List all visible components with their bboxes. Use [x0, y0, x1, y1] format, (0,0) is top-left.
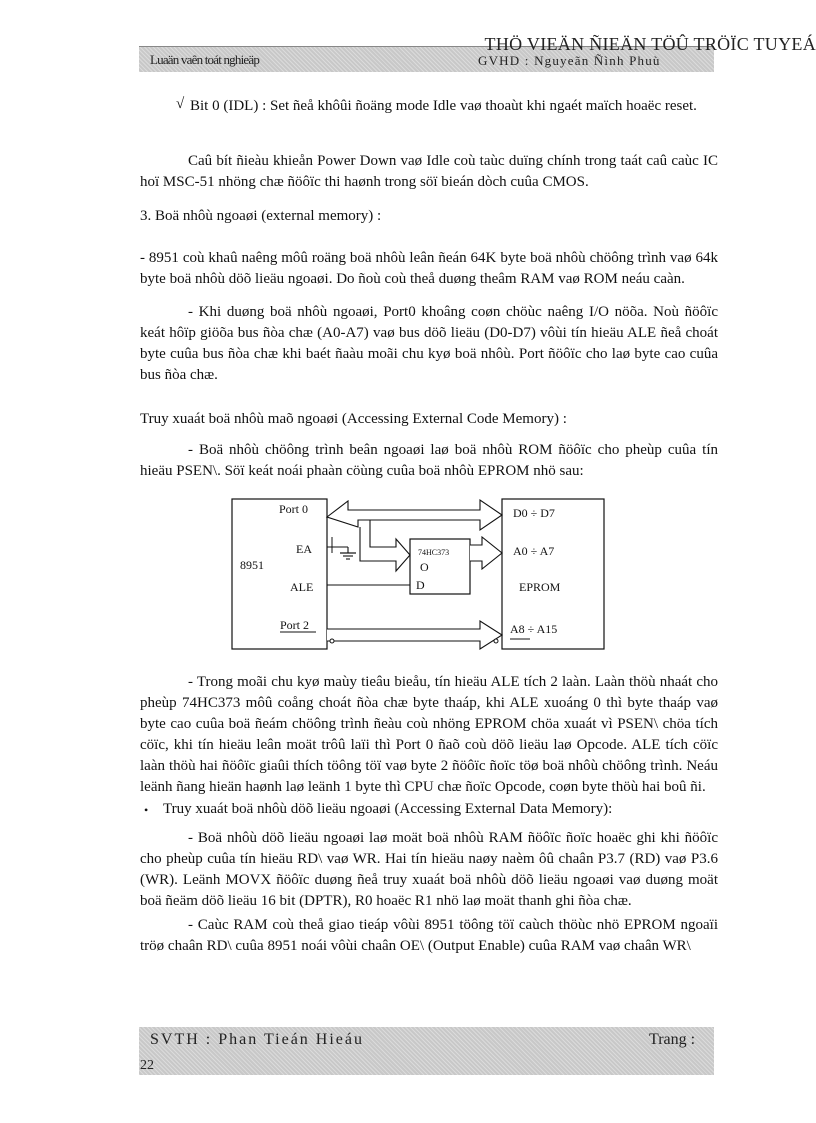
- port0-data-bus: [327, 500, 502, 530]
- label-ea: EA: [296, 542, 312, 556]
- footer-trang-label: Trang :: [649, 1031, 696, 1048]
- label-8951: 8951: [240, 558, 264, 572]
- checkmark-icon: √: [176, 96, 185, 112]
- paragraph-ram-interface: - Caùc RAM coù theå giao tieáp vôùi 8951 töông töï caùch thöùc nhö EPROM ngoaïi tröø chaân RD\ cuûa 8951 noái vôùi chaân OE\ (Output Enable) cuûa RAM vaø chaân WR\: [140, 917, 718, 954]
- label-a-low: A0 ÷ A7: [513, 544, 555, 558]
- eprom-connection-diagram: [230, 497, 606, 653]
- label-ale: ALE: [290, 580, 314, 594]
- port2-address-bus: [327, 621, 502, 649]
- library-watermark: THÖ VIEÄN ÑIEÄN TÖÛ TRÖÏC TUYEÁ: [484, 34, 816, 54]
- label-74hc373: 74HC373: [418, 548, 450, 557]
- paragraph-port0: - Khi duøng boä nhôù ngoaøi, Port0 khoâng coøn chöùc naêng I/O nöõa. Noù ñöôïc keát hôïp giöõa bus ñòa chæ (A0-A7) vaø bus döõ lieäu (D0-D7) vôùi tín hieäu ALE ñeå choát byte cuûa bus ñòa chæ khi baét ñaàu moãi chu kyø boä nhôù. Port ñöôïc cho laø byte cao cuûa bus ñòa chæ.: [140, 304, 718, 383]
- label-port2: Port 2: [280, 618, 310, 632]
- label-eprom: EPROM: [519, 580, 561, 594]
- latch-address-bus: [470, 537, 502, 569]
- label-latch-o: O: [420, 560, 429, 574]
- page-number: 22: [140, 1058, 154, 1073]
- paragraph-ram-access: - Boä nhôù döõ lieäu ngoaøi laø moät boä nhôù RAM ñöôïc ñoïc hoaëc ghi khi ñöôïc cho pheùp cuûa tín hieäu RD\ vaø WR. Hai tín hieäu naøy naèm ôû chaân P3.7 (RD) vaø P3.6 (WR). Leänh MOVX ñöôïc duøng ñeå truy xuaát boä nhôù döõ lieäu ngoaøi vaø duøng moät boä ñeäm döõ lieäu 16 bit (DPTR), R0 hoaëc R1 nhö laø moät thanh ghi ñòa chæ.: [140, 830, 718, 909]
- port2-tap-dot-2: [494, 639, 498, 643]
- paragraph-8951-memory: - 8951 coù khaû naêng môû roäng boä nhôù leân ñeán 64K byte boä nhôù chöông trình vaø 64k byte boä nhôù döõ lieäu ngoaøi. Do ñoù coù theå duøng theâm RAM vaø ROM neáu caàn.: [140, 250, 718, 287]
- port2-tap-dot-1: [330, 639, 334, 643]
- subsection-code-memory: Truy xuaát boä nhôù maõ ngoaøi (Accessing External Code Memory) :: [140, 411, 567, 427]
- bit0-item: Bit 0 (IDL) : Set ñeå khôûi ñoäng mode Idle vaø thoaùt khi ngaét maïch hoaëc reset.: [190, 98, 697, 114]
- footer-student: SVTH : Phan Tieán Hieáu: [150, 1031, 364, 1048]
- label-port0: Port 0: [279, 502, 309, 516]
- label-latch-d: D: [416, 578, 425, 592]
- port0-latch-tap: [360, 520, 410, 571]
- paragraph-psen: - Boä nhôù chöông trình beân ngoaøi laø boä nhôù ROM ñöôïc cho pheùp cuûa tín hieäu PSEN\. Söï keát noái phaàn cöùng cuûa boä nhôù EPROM nhö sau:: [140, 442, 718, 479]
- header-thesis-label: Luaän vaên toát nghieäp: [150, 52, 260, 67]
- label-d-bus: D0 ÷ D7: [513, 506, 555, 520]
- label-a-high: A8 ÷ A15: [510, 622, 558, 636]
- paragraph-power-idle: Caû bít ñieàu khieån Power Down vaø Idle coù taùc duïng chính trong taát caû caùc IC hoï MSC-51 nhöng chæ ñöôïc thi haønh trong söï bieán dòch cuûa CMOS.: [140, 153, 718, 190]
- section-external-memory: 3. Boä nhôù ngoaøi (external memory) :: [140, 208, 382, 224]
- header-advisor: GVHD : Nguyeãn Ñình Phuù: [478, 53, 661, 68]
- subsection-data-memory: Truy xuaát boä nhôù döõ lieäu ngoaøi (Accessing External Data Memory):: [163, 801, 613, 817]
- paragraph-ale-cycle: - Trong moãi chu kyø maùy tieâu bieåu, tín hieäu ALE tích 2 laàn. Laàn thöù nhaát cho pheùp 74HC373 môû coång choát ñòa chæ byte thaáp, khi ALE xuoáng 0 thì byte thaáp vaø byte cao cuûa boä ñeám chöông trình ñeàu coù nhöng EPROM chöa xuaát vì PSEN\ chöa tích cöïc, khi tín hieäu leân moät trôû laïi thì Port 0 ñaõ coù döõ lieäu laø Opcode. ALE tích cöïc laàn thöù hai ñöôïc giaûi thích töông töï vaø byte 2 ñöôïc ñoïc töø boä nhôù chöông trình. Neáu leänh ñang hieän haønh laø leänh 1 byte thì CPU chæ ñoïc Opcode, coøn byte thöù hai boû ñi.: [140, 674, 718, 795]
- bullet-icon: •: [144, 803, 149, 817]
